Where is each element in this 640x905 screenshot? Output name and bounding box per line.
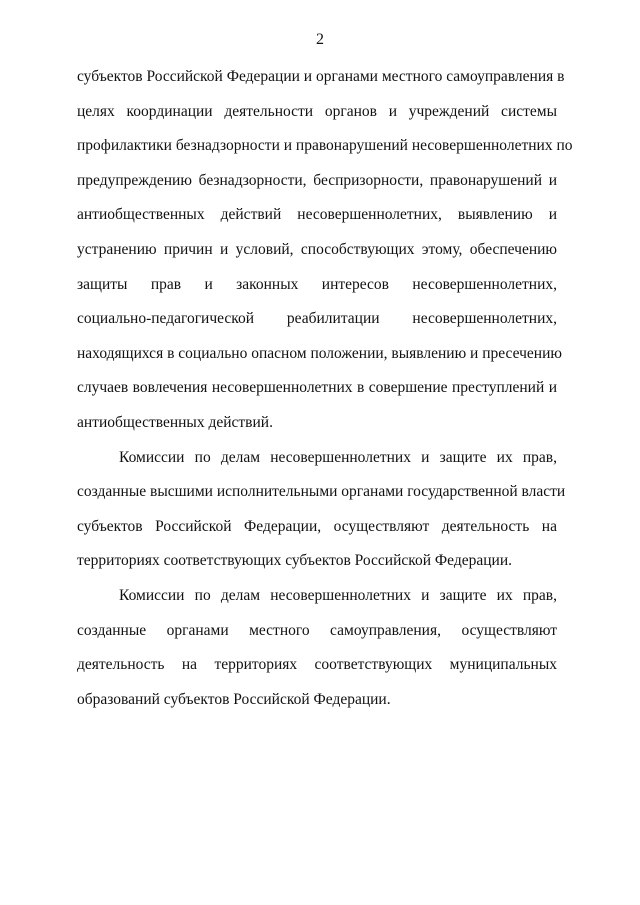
text-line: случаев вовлечения несовершеннолетних в совершение преступлений и [77,379,557,397]
text-line: территориях соответствующих субъектов Российской Федерации. [77,552,513,570]
paragraph-3 [77,583,557,721]
page-number: 2 [316,31,324,48]
text-line: Комиссии по делам несовершеннолетних и защите их прав, [119,448,557,466]
text-line: защиты прав и законных интересов несовершеннолетних, [77,275,557,293]
text-line: деятельность на территориях соответствующих муниципальных [77,656,557,674]
text-line: антиобщественных действий. [77,413,273,431]
text-line: профилактики безнадзорности и правонарушений несовершеннолетних по [77,137,573,155]
text-line: субъектов Российской Федерации, осуществляют деятельность на [77,517,557,535]
text-line: Комиссии по делам несовершеннолетних и защите их прав, [119,586,557,604]
text-line: находящихся в социально опасном положении, выявлению и пресечению [77,344,562,362]
paragraph-2 [77,445,566,583]
text-line: предупреждению безнадзорности, беспризорности, правонарушений и [77,171,557,189]
text-line: субъектов Российской Федерации и органами местного самоуправления в [77,68,565,85]
text-line: созданные органами местного самоуправления, осуществляют [77,621,557,639]
text-line: целях координации деятельности органов и учреждений системы [77,102,557,120]
text-line: образований субъектов Российской Федерации. [77,690,391,708]
text-line: созданные высшими исполнительными органами государственной власти [77,483,566,501]
text-line: социально-педагогической реабилитации несовершеннолетних, [77,310,557,328]
text-line: антиобщественных действий несовершеннолетних, выявлению и [77,206,557,224]
text-line: устранению причин и условий, способствующих этому, обеспечению [77,240,557,258]
paragraph-1 [77,64,573,445]
document-body [77,64,573,721]
